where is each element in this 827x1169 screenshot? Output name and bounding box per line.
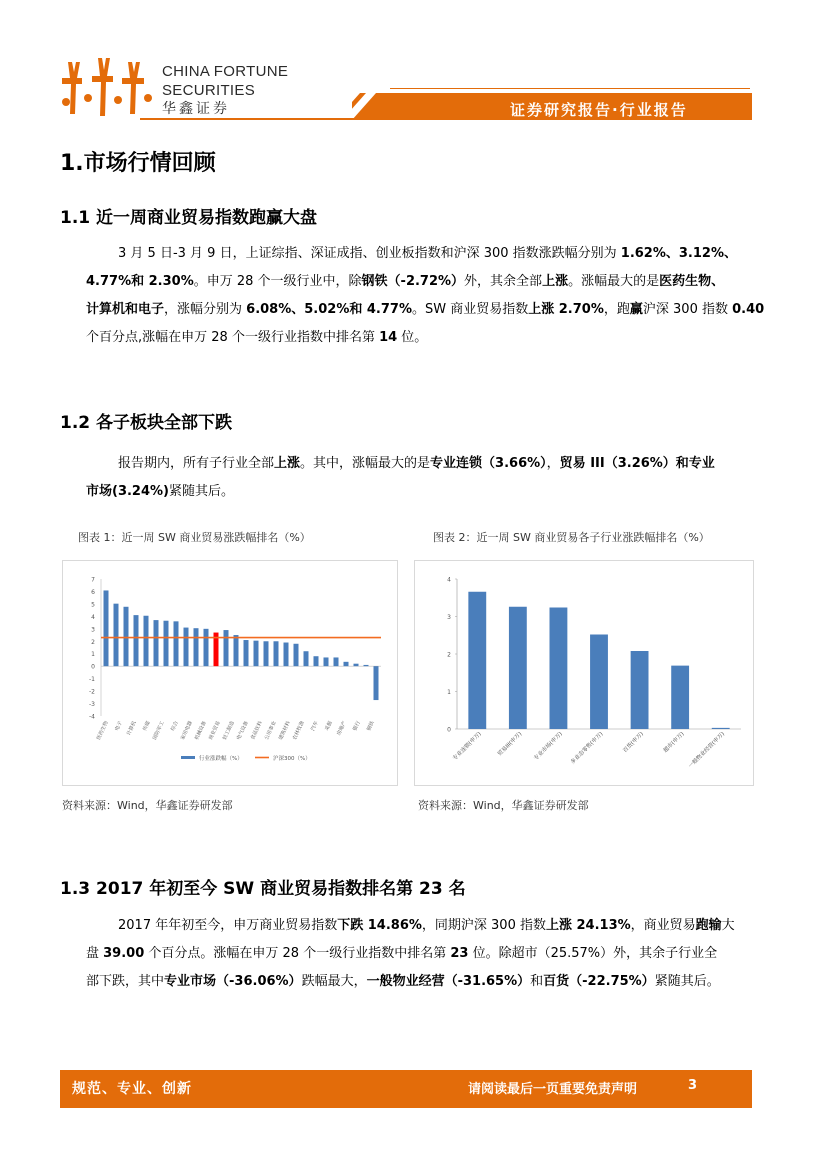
figure2-source: 资料来源：Wind，华鑫证券研发部 [418, 799, 589, 812]
bar [224, 630, 229, 666]
bar [124, 607, 129, 666]
text-run: ， [546, 456, 560, 471]
text-run: 个百分点,涨幅在申万 28 个一级行业指数中排名第 [86, 330, 380, 345]
x-tick-label: 银行 [352, 720, 362, 732]
brand-name-cn: 华鑫证券 [162, 101, 230, 117]
x-tick-label: 专业市场(申万) [533, 731, 564, 762]
subsection-title-1-3: 1.3 2017 年初至今 SW 商业贸易指数排名第 23 名 [60, 879, 466, 899]
bold-text: 1.62%、3.12%、 [620, 246, 737, 261]
x-tick-label: 公用事业 [263, 720, 278, 741]
x-tick-label: 农林牧渔 [291, 720, 306, 741]
bar [174, 621, 179, 666]
text-run: 2017 年年初至今，申万商业贸易指数 [118, 918, 338, 933]
x-tick-label: 建筑材料 [277, 720, 292, 741]
y-tick-label: -1 [89, 676, 95, 684]
bar [164, 621, 169, 666]
text-run: 沪深 300 指数 [642, 302, 733, 317]
bold-text: 医药生物、 [659, 274, 725, 289]
bar [114, 604, 119, 667]
bar [284, 643, 289, 667]
bold-text: 0.40 [732, 302, 765, 317]
bar [712, 728, 730, 729]
x-tick-label: 轻工制造 [221, 720, 236, 741]
bar [590, 635, 608, 730]
page-number: 3 [688, 1078, 698, 1093]
bar [104, 590, 109, 666]
x-tick-label: 房地产 [336, 720, 348, 737]
report-type-label: 证券研究报告·行业报告 [510, 101, 688, 119]
bar [264, 641, 269, 666]
y-tick-label: 5 [91, 601, 95, 609]
y-tick-label: 4 [91, 613, 95, 621]
bold-text: 市场(3.24%) [86, 484, 169, 499]
bold-text: 专业市场（-36.06%） [164, 974, 302, 989]
paragraph-line [86, 324, 760, 352]
bar [334, 657, 339, 666]
text-run: 个百分点。涨幅在申万 28 个一级行业指数中排名第 [144, 946, 451, 961]
bold-text: 6.08%、5.02%和 4.77% [246, 302, 412, 317]
x-tick-label: 采掘 [324, 720, 334, 732]
text-run: 位。 [397, 330, 428, 345]
bar [194, 628, 199, 666]
chart2 [415, 561, 753, 785]
y-tick-label: 2 [91, 638, 95, 646]
x-tick-label: 商业贸易 [207, 720, 222, 741]
bold-text: 14 [379, 330, 398, 345]
text-run: 跌幅最大， [301, 974, 367, 989]
legend-label-industry: 行业涨跌幅（%） [199, 756, 243, 762]
paragraph-1-1 [86, 240, 765, 352]
bar [550, 608, 568, 730]
figure1-caption: 图表 1：近一周 SW 商业贸易涨跌幅排名（%） [78, 531, 311, 544]
bold-text: 跑输 [695, 918, 722, 933]
text-run: ，商业贸易 [630, 918, 696, 933]
text-run: ，同期沪深 300 指数 [421, 918, 546, 933]
bar [304, 651, 309, 666]
y-tick-label: 0 [91, 663, 95, 671]
x-tick-label: 贸易III(申万) [496, 731, 524, 758]
bold-text: 上涨 [542, 274, 569, 289]
bar [364, 665, 369, 666]
bar [254, 641, 259, 667]
brand-name-en: CHINA FORTUNE SECURITIES [162, 63, 289, 99]
x-tick-label: 家用电器 [179, 720, 194, 741]
text-run: 盘 [86, 946, 104, 961]
bold-text: 23 [450, 946, 469, 961]
bar [468, 592, 486, 729]
bold-text: 一般物业经营（-31.65%） [366, 974, 531, 989]
bar [631, 651, 649, 729]
y-tick-label: 6 [91, 588, 95, 596]
legend-swatch-industry [181, 756, 195, 759]
y-tick-label: -2 [89, 688, 95, 696]
bold-text: 钢铁（-2.72%） [361, 274, 465, 289]
section-title: 1.市场行情回顾 [60, 151, 216, 176]
y-tick-label: 1 [447, 689, 451, 696]
text-run: 大 [721, 918, 735, 933]
chart1-frame [62, 560, 398, 786]
x-tick-label: 机械设备 [193, 720, 208, 741]
header-rule-thin [390, 88, 750, 89]
bold-text: 上涨 24.13% [545, 918, 631, 933]
footer-slogan: 规范、专业、创新 [72, 1081, 192, 1097]
chart2-frame [414, 560, 754, 786]
x-tick-label: 钢铁 [366, 720, 376, 732]
bold-text: 百货（-22.75%） [543, 974, 655, 989]
x-tick-label: 多业态零售(申万) [569, 731, 605, 766]
text-run: 。涨幅最大的是 [568, 274, 660, 289]
y-tick-label: -4 [89, 713, 95, 721]
x-tick-label: 食品饮料 [249, 720, 264, 741]
paragraph-line [86, 268, 760, 296]
bar [314, 656, 319, 666]
subsection-title-1-2: 1.2 各子板块全部下跌 [60, 413, 233, 433]
x-tick-label: 超市(申万) [662, 731, 686, 755]
paragraph-line [86, 478, 760, 506]
bold-text: 上涨 2.70% [528, 302, 604, 317]
bar [324, 657, 329, 666]
paragraph-line [86, 912, 760, 940]
bar [671, 666, 689, 729]
x-tick-label: 传媒 [142, 720, 152, 732]
paragraph-1-3 [86, 912, 760, 996]
bold-text: 计算机和电子 [86, 302, 165, 317]
x-tick-label: 百货(申万) [622, 731, 645, 755]
text-run: 3 月 5 日-3 月 9 日，上证综指、深证成指、创业板指数和沪深 300 指数涨跌幅分别为 [118, 246, 621, 261]
y-tick-label: 0 [447, 726, 451, 734]
y-tick-label: 4 [447, 576, 451, 584]
text-run: 位。除超市（25.57%）外，其余子行业全 [468, 946, 718, 961]
y-tick-label: -3 [89, 701, 95, 709]
bar [294, 644, 299, 666]
text-run: 和 [530, 974, 544, 989]
paragraph-line [86, 296, 765, 324]
text-run: 部下跌，其中 [86, 974, 165, 989]
bold-text: 4.77%和 2.30% [86, 274, 194, 289]
subsection-title-1-1: 1.1 近一周商业贸易指数跑赢大盘 [60, 208, 318, 228]
bar [374, 666, 379, 700]
x-tick-label: 一般物业经营(申万) [687, 731, 727, 770]
y-tick-label: 3 [447, 614, 451, 621]
legend-label-benchmark: 沪深300（%） [273, 756, 311, 762]
chart1 [63, 561, 397, 785]
bar [184, 628, 189, 667]
paragraph-1-2 [86, 450, 760, 506]
bar [244, 640, 249, 666]
brand-logo-icon [58, 58, 158, 122]
x-tick-label: 专业连锁(申万) [452, 731, 483, 762]
bold-text: 上涨 [274, 456, 301, 471]
bold-text: 下跌 14.86% [337, 918, 422, 933]
y-tick-label: 7 [91, 576, 95, 584]
paragraph-line [86, 450, 760, 478]
y-tick-label: 1 [91, 651, 95, 659]
bar [274, 641, 279, 666]
paragraph-line [86, 968, 760, 996]
x-tick-label: 电气设备 [235, 720, 250, 741]
x-tick-label: 计算机 [126, 720, 138, 737]
bold-text: 贸易 III（3.26%）和专业 [559, 456, 715, 471]
figure2-caption: 图表 2：近一周 SW 商业贸易各子行业涨跌幅排名（%） [433, 531, 710, 544]
text-run: 外，其余全部 [464, 274, 543, 289]
x-tick-label: 综合 [170, 720, 180, 732]
bar [344, 662, 349, 666]
text-run: ，涨幅分别为 [164, 302, 247, 317]
footer-disclaimer[interactable]: 请阅读最后一页重要免责声明 [468, 1082, 638, 1097]
bar [154, 620, 159, 666]
bold-text: 39.00 [103, 946, 145, 961]
text-run: ，跑 [603, 302, 630, 317]
text-run: 。SW 商业贸易指数 [411, 302, 529, 317]
text-run: 。其中，涨幅最大的是 [300, 456, 431, 471]
bold-text: 赢 [629, 302, 643, 317]
text-run: 紧随其后。 [168, 484, 234, 499]
bar [204, 629, 209, 666]
bar [144, 616, 149, 666]
text-run: 。申万 28 个一级行业中，除 [193, 274, 362, 289]
figure1-source: 资料来源：Wind，华鑫证券研发部 [62, 799, 233, 812]
text-run: 报告期内，所有子行业全部 [118, 456, 275, 471]
bar [509, 607, 527, 729]
x-tick-label: 汽车 [310, 720, 320, 732]
y-tick-label: 2 [447, 651, 451, 659]
x-tick-label: 国防军工 [151, 720, 166, 741]
y-tick-label: 3 [91, 626, 95, 634]
bold-text: 专业连锁（3.66%） [430, 456, 547, 471]
text-run: 紧随其后。 [654, 974, 720, 989]
paragraph-line [86, 240, 760, 268]
bar [134, 615, 139, 666]
x-tick-label: 医药生物 [95, 720, 110, 741]
paragraph-line [86, 940, 760, 968]
bar [354, 664, 359, 666]
x-tick-label: 电子 [114, 720, 124, 732]
bar [234, 635, 239, 666]
